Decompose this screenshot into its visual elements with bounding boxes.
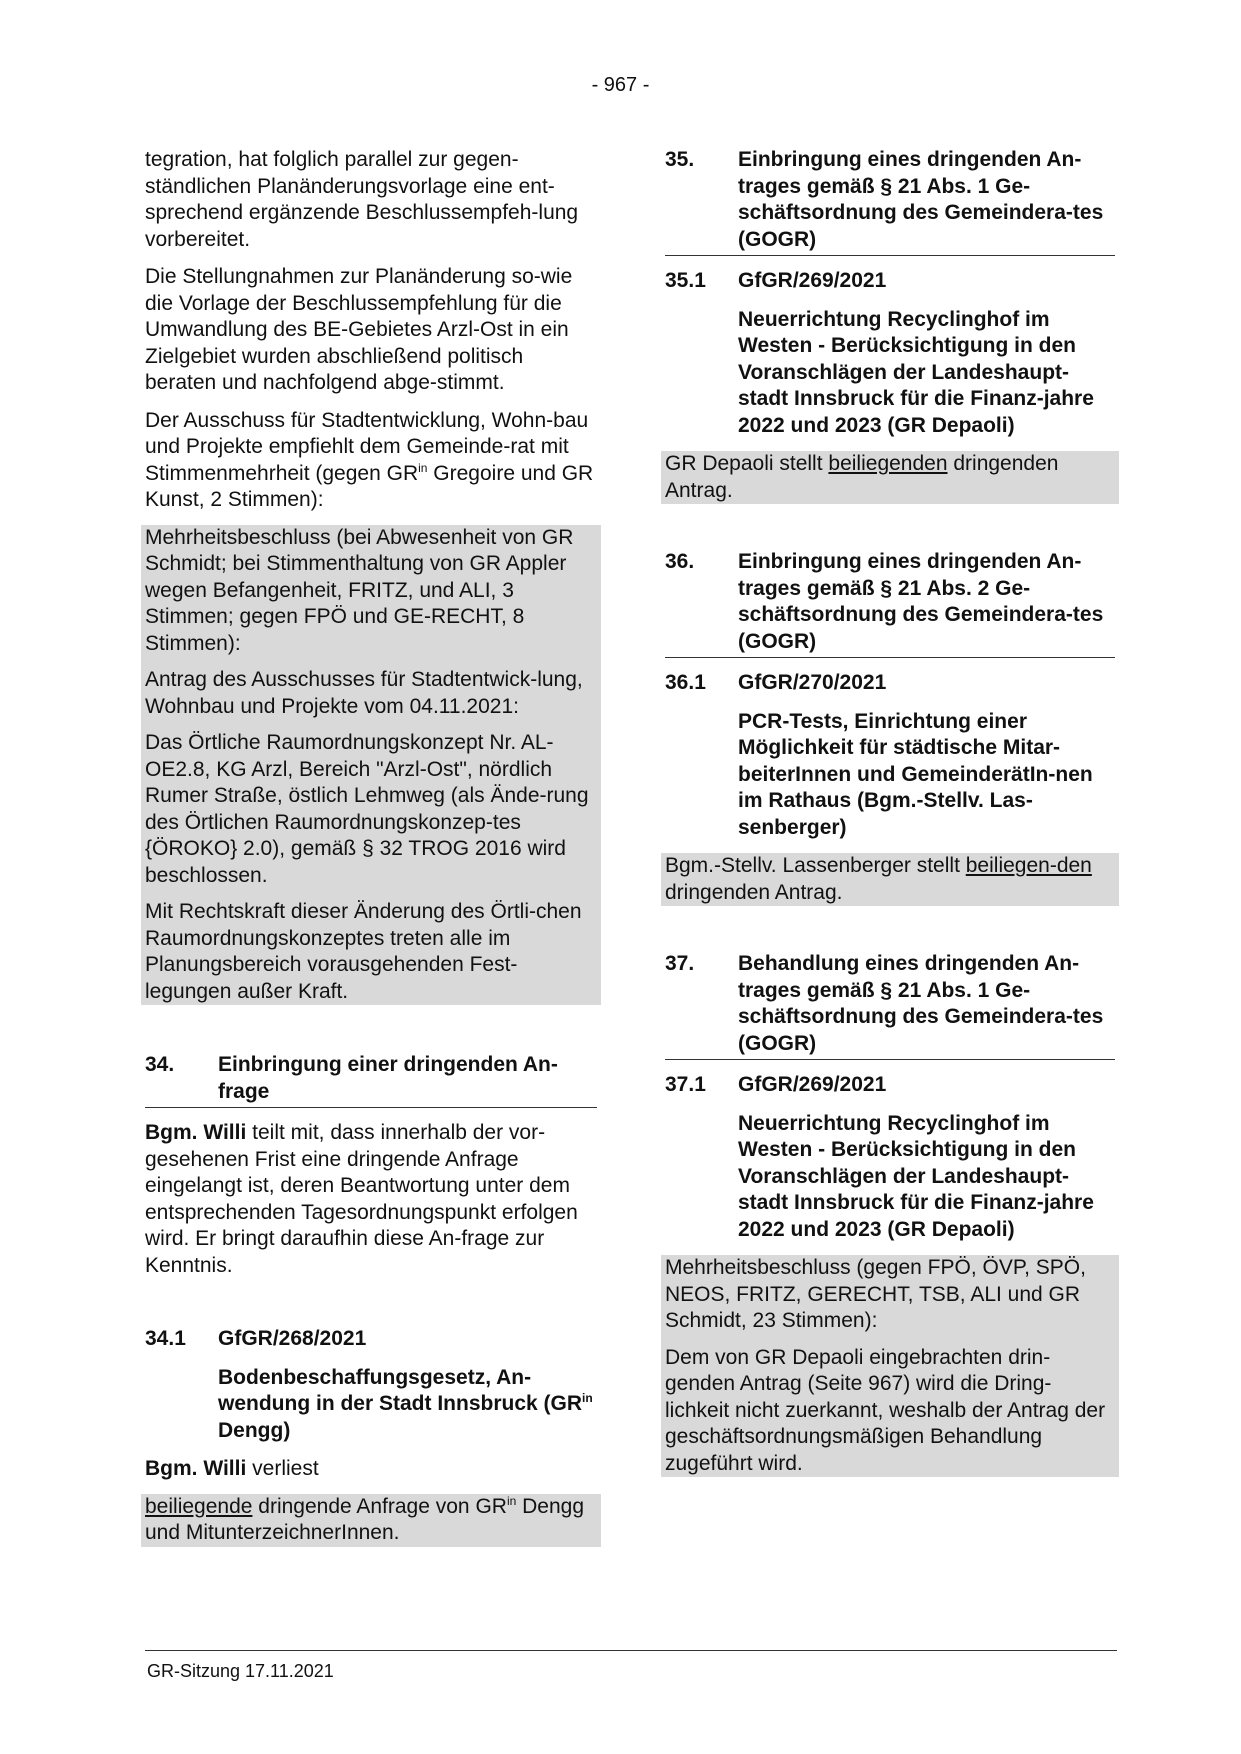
paragraph: Die Stellungnahmen zur Planänderung so-wie die Vorlage der Beschlussempfehlung für die Umwandlung des BE-Gebietes Arzl-Ost in ein Zielgebiet wurden abschließend politisch beraten und nachfolgend abge-stimmt. bbox=[145, 265, 573, 394]
left-column bbox=[145, 147, 597, 1547]
resolution-text: Dem von GR Depaoli eingebrachten drin-genden Antrag (Seite 967) wird die Dring-lichkeit nicht zuerkannt, weshalb der Antrag der geschäftsordnungsmäßigen Behandlung zugeführt wird. bbox=[665, 1345, 1106, 1475]
resolution-text: Mehrheitsbeschluss (bei Abwesenheit von GR Schmidt; bei Stimmenthaltung von GR Appler wegen Befangenheit, FRITZ, und ALI, 3 Stimmen; gegen FPÖ und GE-RECHT, 8 Stimmen): bbox=[145, 525, 574, 655]
subsection-title: Bodenbeschaffungsgesetz, An-wendung in der Stadt Innsbruck ($GR^{in}$ Dengg) bbox=[218, 1365, 593, 1442]
section-heading-36: 36. Einbringung eines dringenden An-trages gemäß § 21 Abs. 2 Ge-schäftsordnung des Gemeindera-tes (GOGR) bbox=[665, 549, 1115, 658]
resolution-box bbox=[141, 525, 601, 1006]
resolution-box bbox=[661, 1255, 1119, 1477]
right-column bbox=[665, 147, 1115, 1477]
subsection-title: PCR-Tests, Einrichtung einer Möglichkeit für städtische Mitar-beiterInnen und GemeinderätIn-nen im Rathaus (Bgm.-Stellv. Las-senberger) bbox=[738, 709, 1093, 839]
section-heading-34: 34. Einbringung einer dringenden An-frage bbox=[145, 1052, 597, 1108]
paragraph: Bgm. Willi teilt mit, dass innerhalb der vor-gesehenen Frist eine dringende Anfrage eingelangt ist, deren Beantwortung unter dem entsprechenden Tagesordnungspunkt erfolgen wird. Er bringt daraufhin diese An-frage zur Kenntnis. bbox=[145, 1121, 578, 1277]
paragraph: tegration, hat folglich parallel zur gegen-ständlichen Planänderungsvorlage eine ent-sprechend ergänzende Beschlussempfeh-lung vorbereitet. bbox=[145, 148, 579, 251]
subsection-heading-34-1: 34.1 GfGR/268/2021 bbox=[145, 1327, 367, 1350]
footer: GR-Sitzung 17.11.2021 bbox=[147, 1661, 334, 1681]
subsection-heading-37-1: 37.1 GfGR/269/2021 bbox=[665, 1073, 887, 1096]
motion-box: Bgm.-Stellv. Lassenberger stellt beiliegen-den dringenden Antrag. bbox=[661, 853, 1119, 906]
motion-box: GR Depaoli stellt beiliegenden dringenden Antrag. bbox=[661, 451, 1119, 504]
footer-divider bbox=[145, 1650, 1117, 1651]
resolution-text: Mehrheitsbeschluss (gegen FPÖ, ÖVP, SPÖ, NEOS, FRITZ, GERECHT, TSB, ALI und GR Schmidt, 23 Stimmen): bbox=[665, 1256, 1086, 1332]
subsection-heading-36-1: 36.1 GfGR/270/2021 bbox=[665, 671, 887, 694]
paragraph: Bgm. Willi verliest bbox=[145, 1457, 319, 1480]
paragraph: Der Ausschuss für Stadtentwicklung, Wohn-bau und Projekte empfiehlt dem Gemeinde-rat mit Stimmenmehrheit (gegen $GR^{in}$ Gregoire und GR Kunst, 2 Stimmen): bbox=[145, 408, 594, 511]
resolution-text: Antrag des Ausschusses für Stadtentwick-lung, Wohnbau und Projekte vom 04.11.2021: bbox=[145, 668, 583, 718]
subsection-title: Neuerrichtung Recyclinghof im Westen - Berücksichtigung in den Voranschlägen der Landeshaupt-stadt Innsbruck für die Finanz-jahre 2022 und 2023 (GR Depaoli) bbox=[738, 307, 1094, 437]
subsection-heading-35-1: 35.1 GfGR/269/2021 bbox=[665, 269, 887, 292]
attachment-link[interactable]: beiliegende bbox=[145, 1494, 253, 1518]
subsection-title: Neuerrichtung Recyclinghof im Westen - Berücksichtigung in den Voranschlägen der Landeshaupt-stadt Innsbruck für die Finanz-jahre 2022 und 2023 (GR Depaoli) bbox=[738, 1111, 1094, 1241]
inquiry-box: beiliegende dringende Anfrage von $GR^{in}$ Dengg und MitunterzeichnerInnen. bbox=[141, 1494, 601, 1547]
section-heading-37: 37. Behandlung eines dringenden An-trages gemäß § 21 Abs. 1 Ge-schäftsordnung des Gemeindera-tes (GOGR) bbox=[665, 951, 1115, 1060]
attachment-link[interactable]: beiliegen-den bbox=[965, 854, 1092, 877]
page-number: - 967 - bbox=[591, 74, 650, 96]
resolution-text: Das Örtliche Raumordnungskonzept Nr. AL-OE2.8, KG Arzl, Bereich "Arzl-Ost", nördlich Rumer Straße, östlich Lehmweg (als Ände-rung des Örtlichen Raumordnungskonzep-tes {ÖROKO} 2.0), gemäß § 32 TROG 2016 wird beschlossen. bbox=[145, 731, 589, 887]
resolution-text: Mit Rechtskraft dieser Änderung des Örtli-chen Raumordnungskonzeptes treten alle im Planungsbereich vorausgehenden Fest-legungen außer Kraft. bbox=[145, 900, 582, 1003]
section-heading-35: 35. Einbringung eines dringenden An-trages gemäß § 21 Abs. 1 Ge-schäftsordnung des Gemeindera-tes (GOGR) bbox=[665, 147, 1115, 256]
attachment-link[interactable]: beiliegenden bbox=[828, 452, 948, 475]
